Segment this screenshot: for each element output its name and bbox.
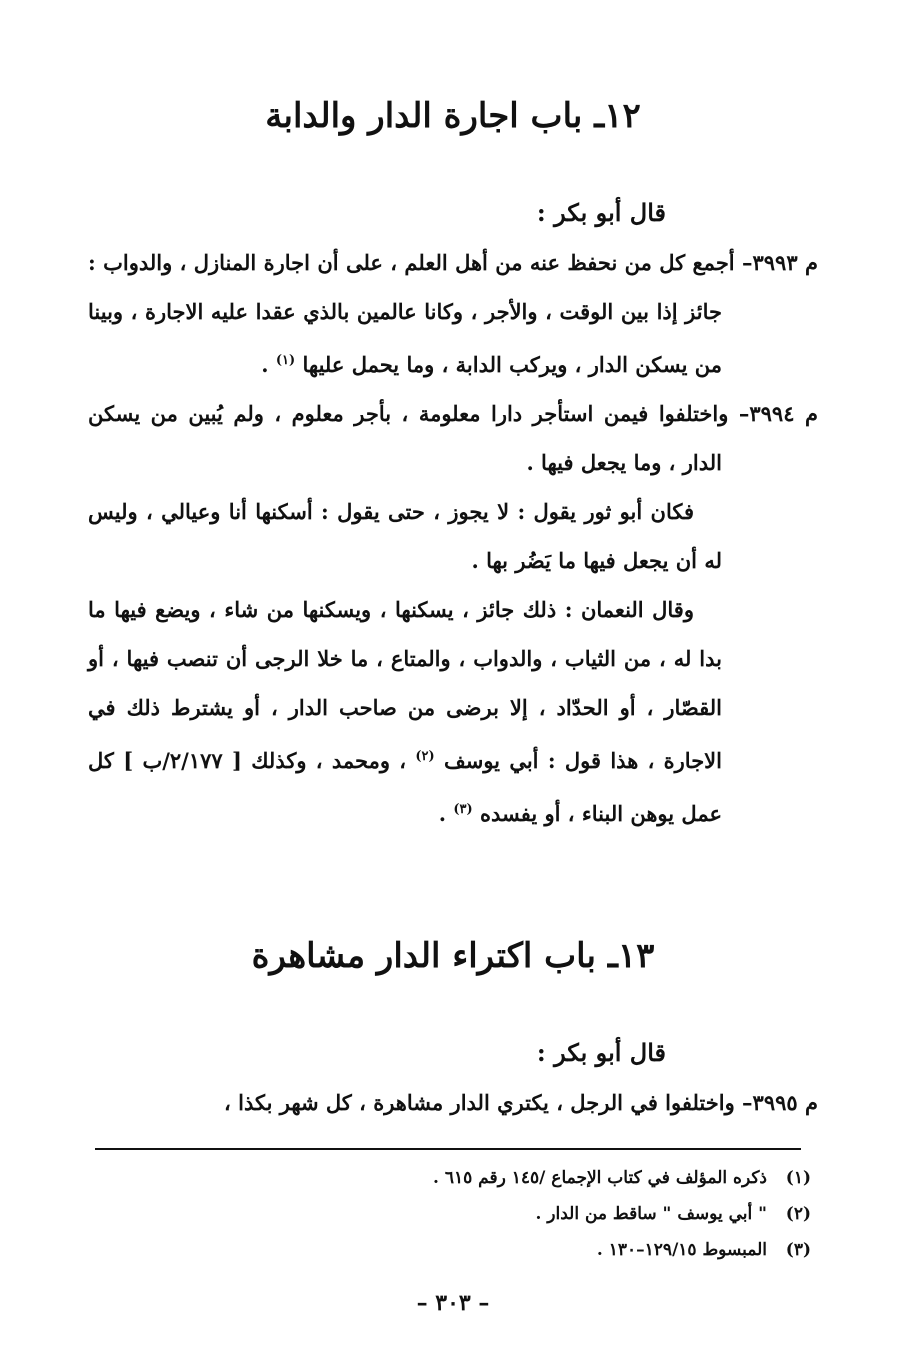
footnote-3-mark: (٣) (785, 1240, 811, 1260)
entry-3995-text: واختلفوا في الرجل ، يكتري الدار مشاهرة ، كل شهر بكذا ، (224, 1090, 735, 1115)
entry-3994-number: م ٣٩٩٤– (738, 401, 818, 426)
footnote-divider (95, 1148, 801, 1150)
numan-opinion-end: . (438, 801, 454, 826)
footnote-2 (105, 1196, 811, 1232)
footnote-ref-1: (١) (275, 353, 296, 368)
chapter-12-body (88, 238, 818, 838)
entry-3995-number: م ٣٩٩٥– (742, 1090, 818, 1115)
entry-3994 (88, 389, 818, 487)
entry-3993-end: . (261, 352, 276, 377)
footnote-1-text: ذكره المؤلف في كتاب الإجماع /١٤٥ رقم ٦١٥ . (433, 1168, 767, 1188)
chapter-12-said-abu-bakr: قال أبو بكر : (536, 198, 666, 227)
footnote-3 (105, 1232, 811, 1268)
chapter-13-title: ١٣ـ باب اكتراء الدار مشاهرة (251, 936, 655, 976)
footnote-ref-2: (٢) (415, 749, 435, 764)
chapter-13-body (88, 1078, 818, 1127)
entry-3993 (88, 238, 818, 389)
footnote-2-mark: (٢) (785, 1204, 811, 1224)
footnote-1-mark: (١) (785, 1168, 811, 1188)
entry-3995 (88, 1078, 818, 1127)
numan-opinion (88, 585, 818, 838)
abu-thawr-opinion: فكان أبو ثور يقول : لا يجوز ، حتى يقول : أسكنها أنا وعيالي ، وليس له أن يجعل فيها ما يَضُر بها . (88, 499, 722, 573)
chapter-13-said-abu-bakr: قال أبو بكر : (536, 1038, 666, 1067)
entry-3993-number: م ٣٩٩٣– (742, 250, 818, 275)
footnote-2-text: " أبي يوسف " ساقط من الدار . (535, 1204, 767, 1224)
numan-opinion-part-b: ، ومحمد ، وكذلك [ ٢/١٧٧/ب ] كل عمل يوهن البناء ، أو يفسده (88, 748, 722, 826)
chapter-12-title: ١٢ـ باب اجارة الدار والدابة (265, 96, 641, 136)
numan-opinion-part-a: وقال النعمان : ذلك جائز ، يسكنها ، ويسكنها من شاء ، ويضع فيها ما بدا له ، من الثياب ، والدواب ، والمتاع ، ما خلا الرجى أن تنصب فيها ، أو القصّار ، أو الحدّاد ، إلا برضى من صاحب الدار ، أو يشترط ذلك في الاجارة ، هذا قول : أبي يوسف (88, 597, 722, 773)
footnote-1 (105, 1160, 811, 1196)
footnote-3-text: المبسوط ١٢٩/١٥–١٣٠ . (596, 1240, 767, 1260)
footnotes (105, 1160, 811, 1268)
entry-3994-text: واختلفوا فيمن استأجر دارا معلومة ، بأجر معلوم ، ولم يُبين من يسكن الدار ، وما يجعل فيها . (88, 401, 729, 475)
entry-3993-text: أجمع كل من نحفظ عنه من أهل العلم ، على أن اجارة المنازل ، والدواب : جائز إذا بين الوقت ، والأجر ، وكانا عالمين بالذي عقدا عليه الاجارة ، وبينا من يسكن الدار ، ويركب الدابة ، وما يحمل عليها (88, 250, 735, 377)
page-number: – ٣٠٣ – (416, 1290, 490, 1316)
footnote-ref-3: (٣) (453, 802, 473, 817)
